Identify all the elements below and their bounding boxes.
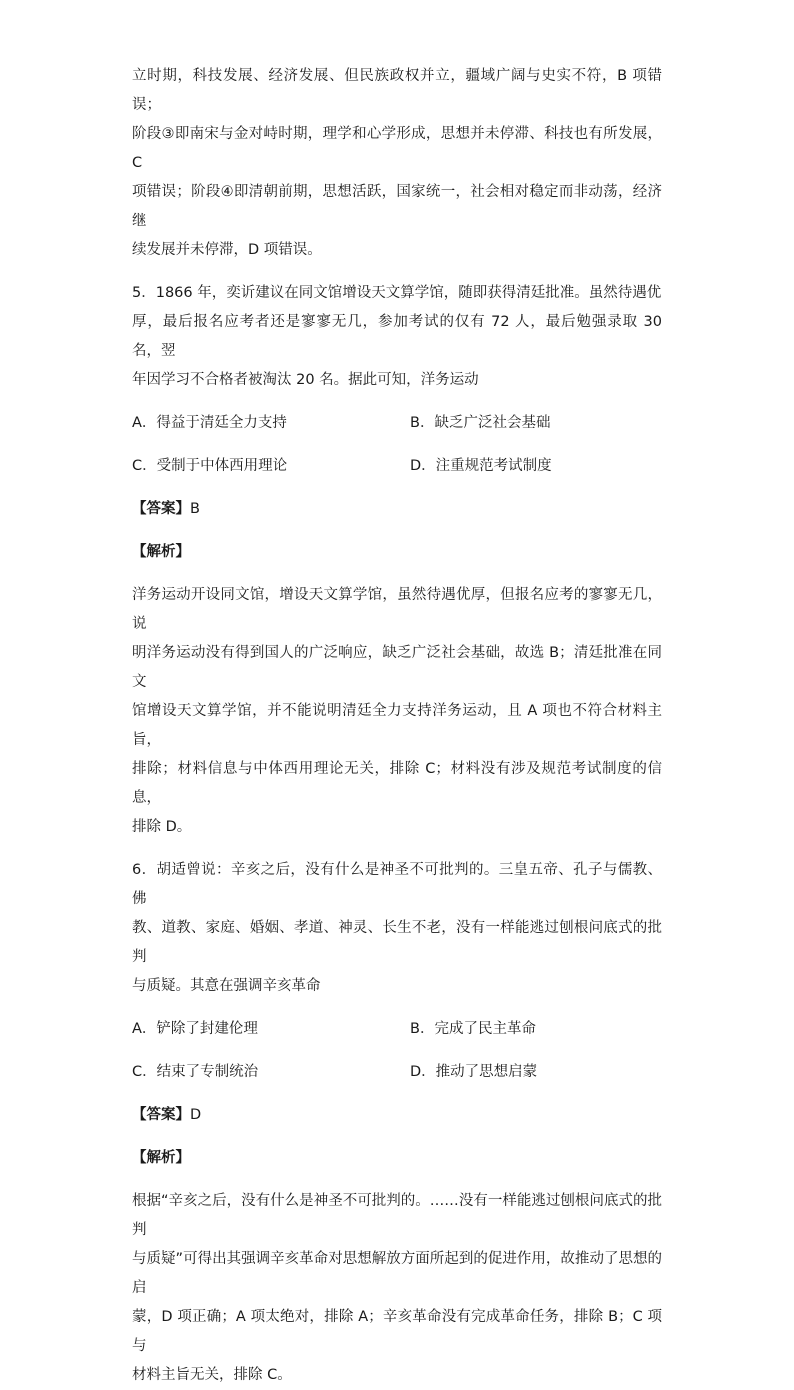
text-line: 材料主旨无关，排除 C。 <box>132 1367 292 1383</box>
question-5-stem <box>132 279 667 395</box>
option-c: C．受制于中体西用理论 <box>132 458 288 474</box>
question-5 <box>132 279 667 842</box>
text-line: 排除 D。 <box>132 819 192 835</box>
document-page <box>132 62 667 1390</box>
answer-label: 【答案】 <box>132 501 190 517</box>
answer-value: B <box>190 501 200 517</box>
text-line: 馆增设天文算学馆，并不能说明清廷全力支持洋务运动，且 A 项也不符合材料主旨， <box>132 703 662 748</box>
analysis-label: 【解析】 <box>132 544 190 560</box>
text-line: 6．胡适曾说：辛亥之后，没有什么是神圣不可批判的。三皇五帝、孔子与儒教、佛 <box>132 862 662 907</box>
text-line: 与质疑。其意在强调辛亥革命 <box>132 978 321 994</box>
option-a: A．得益于清廷全力支持 <box>132 415 287 431</box>
question-6-options-row-1 <box>132 1015 662 1044</box>
question-5-options-row-2 <box>132 452 662 481</box>
text-line: 教、道教、家庭、婚姻、孝道、神灵、长生不老，没有一样能逃过刨根问底式的批判 <box>132 920 662 965</box>
answer-line <box>132 1101 662 1130</box>
option-b: B．完成了民主革命 <box>410 1021 536 1037</box>
text-line: 项错误；阶段④即清朝前期，思想活跃，国家统一，社会相对稳定而非动荡，经济继 <box>132 184 662 229</box>
analysis-label: 【解析】 <box>132 1150 190 1166</box>
text-line: 阶段③即南宋与金对峙时期，理学和心学形成，思想并未停滞、科技也有所发展，C <box>132 126 662 171</box>
text-line: 排除；材料信息与中体西用理论无关，排除 C；材料没有涉及规范考试制度的信息， <box>132 761 662 806</box>
question-5-options-row-1 <box>132 409 662 438</box>
option-c: C．结束了专制统治 <box>132 1064 259 1080</box>
text-line: 蒙，D 项正确；A 项太绝对，排除 A；辛亥革命没有完成革命任务，排除 B；C 项与 <box>132 1309 662 1354</box>
question-6-stem <box>132 856 662 1001</box>
question-6-analysis <box>132 1187 662 1390</box>
previous-analysis-continuation <box>132 62 662 265</box>
option-a: A．铲除了封建伦理 <box>132 1021 258 1037</box>
text-line: 洋务运动开设同文馆，增设天文算学馆，虽然待遇优厚，但报名应考的寥寥无几，说 <box>132 587 662 632</box>
answer-value: D <box>190 1107 202 1123</box>
text-line: 厚，最后报名应考者还是寥寥无几，参加考试的仅有 72 人，最后勉强录取 30 名，翌 <box>132 314 667 359</box>
text-line: 与质疑”可得出其强调辛亥革命对思想解放方面所起到的促进作用，故推动了思想的启 <box>132 1251 662 1296</box>
option-d: D．注重规范考试制度 <box>410 458 552 474</box>
text-line: 立时期，科技发展、经济发展、但民族政权并立，疆域广阔与史实不符，B 项错误； <box>132 68 662 113</box>
text-line: 明洋务运动没有得到国人的广泛响应，缺乏广泛社会基础，故选 B；清廷批准在同文 <box>132 645 662 690</box>
text-line: 续发展并未停滞，D 项错误。 <box>132 242 322 258</box>
option-b: B．缺乏广泛社会基础 <box>410 415 551 431</box>
question-6 <box>132 856 662 1390</box>
question-5-analysis <box>132 581 662 842</box>
answer-line <box>132 495 662 524</box>
text-line: 5．1866 年，奕䜣建议在同文馆增设天文算学馆，随即获得清廷批准。虽然待遇优 <box>132 285 662 301</box>
text-line: 根据“辛亥之后，没有什么是神圣不可批判的。……没有一样能逃过刨根问底式的批判 <box>132 1193 662 1238</box>
answer-label: 【答案】 <box>132 1107 190 1123</box>
option-d: D．推动了思想启蒙 <box>410 1064 538 1080</box>
text-line: 年因学习不合格者被淘汰 20 名。据此可知，洋务运动 <box>132 372 479 388</box>
question-6-options-row-2 <box>132 1058 662 1087</box>
